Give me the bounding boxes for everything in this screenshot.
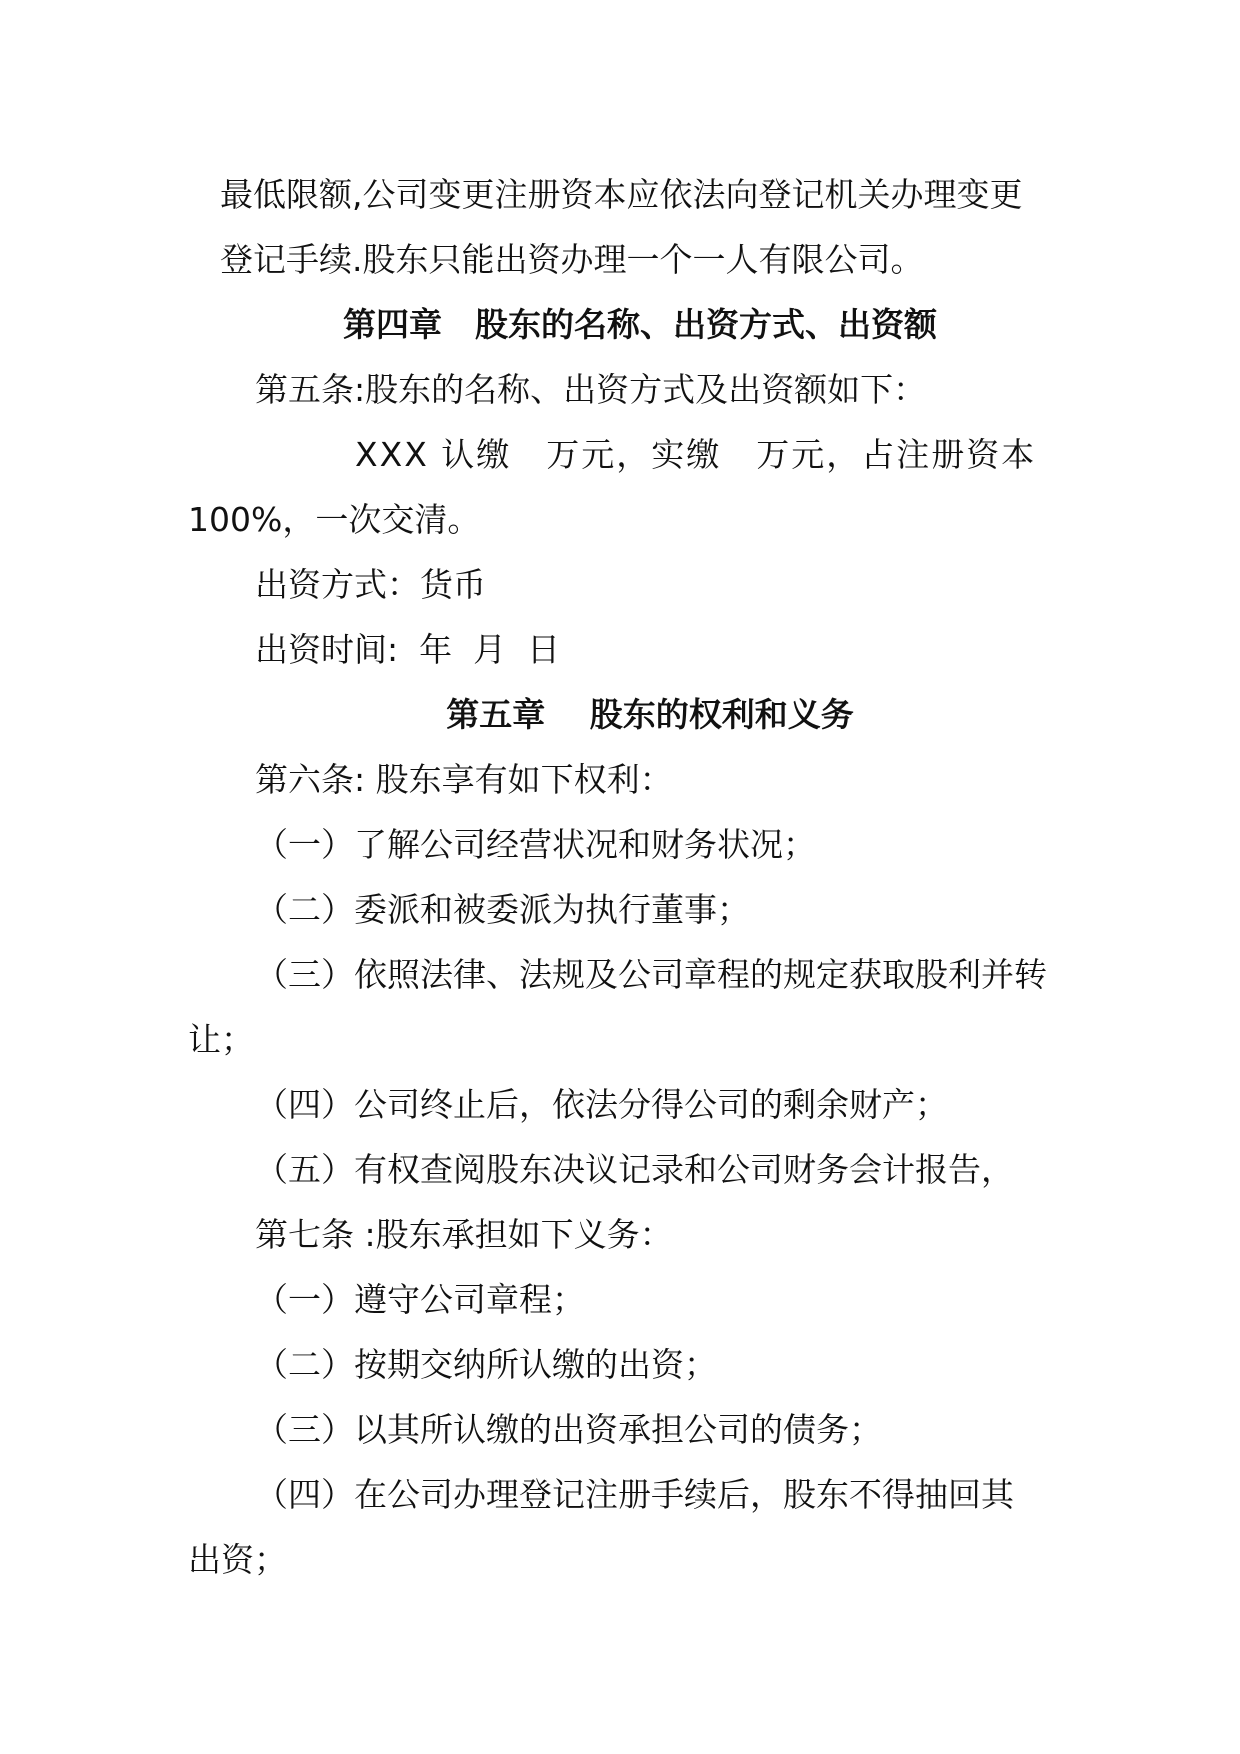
paragraph-line: XXX 认缴 万元，实缴 万元，占注册资本 <box>355 435 1037 474</box>
paragraph-line: 最低限额,公司变更注册资本应依法向登记机关办理变更 <box>220 175 1023 214</box>
list-item-continuation: 让； <box>188 1020 254 1059</box>
chapter-heading-5: 第五章 股东的权利和义务 <box>446 695 854 734</box>
list-item: （一）了解公司经营状况和财务状况； <box>255 825 816 864</box>
article-5-title: 第五条:股东的名称、出资方式及出资额如下： <box>255 370 927 409</box>
article-7-title: 第七条 :股东承担如下义务： <box>255 1215 673 1254</box>
paragraph-line: 100%，一次交清。 <box>188 500 481 539</box>
article-6-title: 第六条: 股东享有如下权利： <box>255 760 673 799</box>
list-item: （二）委派和被委派为执行董事； <box>255 890 750 929</box>
paragraph-line: 出资方式：货币 <box>255 565 486 604</box>
list-item: （四）在公司办理登记注册手续后，股东不得抽回其 <box>255 1475 1014 1514</box>
list-item-continuation: 出资； <box>188 1540 287 1579</box>
list-item: （三）依照法律、法规及公司章程的规定获取股利并转 <box>255 955 1047 994</box>
paragraph-line: 登记手续.股东只能出资办理一个一人有限公司。 <box>220 240 924 279</box>
list-item: （三）以其所认缴的出资承担公司的债务； <box>255 1410 882 1449</box>
list-item: （二）按期交纳所认缴的出资； <box>255 1345 717 1384</box>
list-item: （一）遵守公司章程； <box>255 1280 585 1319</box>
list-item: （五）有权查阅股东决议记录和公司财务会计报告， <box>255 1150 1014 1189</box>
paragraph-line: 出资时间: 年 月 日 <box>255 630 561 669</box>
list-item: （四）公司终止后，依法分得公司的剩余财产； <box>255 1085 948 1124</box>
chapter-heading-4: 第四章 股东的名称、出资方式、出资额 <box>343 305 937 344</box>
